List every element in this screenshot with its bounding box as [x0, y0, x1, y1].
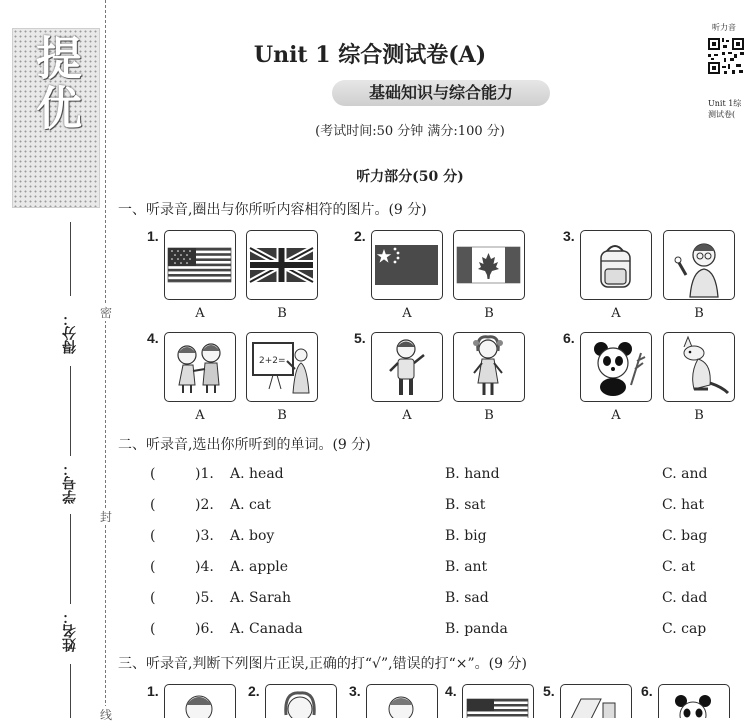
question-number: )2.: [195, 497, 214, 513]
option-a[interactable]: A. head: [230, 466, 284, 482]
seal-mark-top: 密: [100, 306, 113, 320]
judge-picture-1[interactable]: [164, 684, 236, 718]
usa-flag-picture[interactable]: [164, 230, 236, 300]
option-b[interactable]: B. hand: [445, 466, 500, 482]
option-a-label: A: [402, 306, 412, 321]
option-b-label: B: [277, 408, 287, 423]
option-b-label: B: [484, 408, 494, 423]
seal-mark-bottom: 线: [100, 708, 113, 722]
math-board-picture[interactable]: [246, 332, 318, 402]
option-c[interactable]: C. dad: [662, 590, 708, 606]
answer-paren[interactable]: (: [150, 466, 156, 482]
qr-code-icon[interactable]: [706, 36, 746, 92]
option-b[interactable]: B. ant: [445, 559, 488, 575]
option-a[interactable]: A. cat: [230, 497, 271, 513]
question-number: )6.: [195, 621, 214, 637]
answer-paren[interactable]: (: [150, 497, 156, 513]
name-label: 姓名：: [62, 610, 78, 652]
page-title: Unit 1 综合测试卷(A): [253, 42, 487, 68]
question-number: )4.: [195, 559, 214, 575]
item-number: 6.: [641, 683, 653, 699]
boy-picture[interactable]: [371, 332, 443, 402]
time-info: (考试时间:50 分钟 满分:100 分): [315, 124, 505, 139]
option-b[interactable]: B. panda: [445, 621, 508, 637]
item-number: 5.: [354, 330, 366, 346]
answer-paren[interactable]: (: [150, 590, 156, 606]
answer-paren[interactable]: (: [150, 621, 156, 637]
option-a-label: A: [611, 408, 621, 423]
option-b-label: B: [694, 306, 704, 321]
section3-title: 三、听录音,判断下列图片正误,正确的打“√”,错误的打“×”。(9 分): [118, 656, 527, 672]
option-b[interactable]: B. big: [445, 528, 487, 544]
question-number: )3.: [195, 528, 214, 544]
item-number: 3.: [563, 228, 575, 244]
option-a-label: A: [611, 306, 621, 321]
children-picture[interactable]: [164, 332, 236, 402]
option-b-label: B: [484, 306, 494, 321]
option-c[interactable]: C. and: [662, 466, 708, 482]
canada-flag-picture[interactable]: [453, 230, 525, 300]
item-number: 6.: [563, 330, 575, 346]
answer-paren[interactable]: (: [150, 528, 156, 544]
panda-picture[interactable]: [580, 332, 652, 402]
item-number: 2.: [248, 683, 260, 699]
teacher-picture[interactable]: [663, 230, 735, 300]
subtitle-banner: 基础知识与综合能力: [332, 80, 550, 106]
judge-picture-5[interactable]: [560, 684, 632, 718]
judge-picture-2[interactable]: [265, 684, 337, 718]
answer-paren[interactable]: (: [150, 559, 156, 575]
option-c[interactable]: C. hat: [662, 497, 705, 513]
option-c[interactable]: C. bag: [662, 528, 708, 544]
option-b-label: B: [277, 306, 287, 321]
china-flag-picture[interactable]: [371, 230, 443, 300]
score-label: 得分：: [62, 312, 78, 354]
qr-label: 听力音: [712, 23, 736, 32]
option-a[interactable]: A. boy: [230, 528, 275, 544]
judge-picture-6[interactable]: [658, 684, 730, 718]
judge-picture-3[interactable]: [366, 684, 438, 718]
section2-title: 二、听录音,选出你所听到的单词。(9 分): [118, 437, 371, 453]
name-line-lower: [70, 664, 71, 718]
option-a-label: A: [195, 408, 205, 423]
qr-caption: Unit 1综测试卷(: [708, 99, 742, 119]
item-number: 1.: [147, 228, 159, 244]
board-text: 2+2=: [259, 356, 286, 366]
option-a-label: A: [402, 408, 412, 423]
question-number: )1.: [195, 466, 214, 482]
item-number: 3.: [349, 683, 361, 699]
student-id-line: [70, 366, 71, 456]
option-b[interactable]: B. sad: [445, 590, 489, 606]
item-number: 1.: [147, 683, 159, 699]
option-a[interactable]: A. Canada: [230, 621, 303, 637]
seal-mark-middle: 封: [100, 510, 113, 524]
judge-picture-4[interactable]: [462, 684, 534, 718]
student-id-label: 学号：: [62, 462, 78, 504]
schoolbag-picture[interactable]: [580, 230, 652, 300]
option-b[interactable]: B. sat: [445, 497, 486, 513]
option-c[interactable]: C. cap: [662, 621, 707, 637]
option-c[interactable]: C. at: [662, 559, 696, 575]
girl-picture[interactable]: [453, 332, 525, 402]
name-line: [70, 514, 71, 604]
item-number: 5.: [543, 683, 555, 699]
uk-flag-picture[interactable]: [246, 230, 318, 300]
question-number: )5.: [195, 590, 214, 606]
score-line: [70, 222, 71, 296]
section1-title: 一、听录音,圈出与你所听内容相符的图片。(9 分): [118, 202, 427, 218]
kangaroo-picture[interactable]: [663, 332, 735, 402]
binding-line: [105, 0, 106, 718]
listening-heading: 听力部分(50 分): [356, 169, 464, 185]
item-number: 2.: [354, 228, 366, 244]
option-a-label: A: [195, 306, 205, 321]
badge-text: 提优: [29, 34, 83, 134]
item-number: 4.: [147, 330, 159, 346]
option-a[interactable]: A. Sarah: [230, 590, 292, 606]
item-number: 4.: [445, 683, 457, 699]
option-a[interactable]: A. apple: [230, 559, 289, 575]
option-b-label: B: [694, 408, 704, 423]
